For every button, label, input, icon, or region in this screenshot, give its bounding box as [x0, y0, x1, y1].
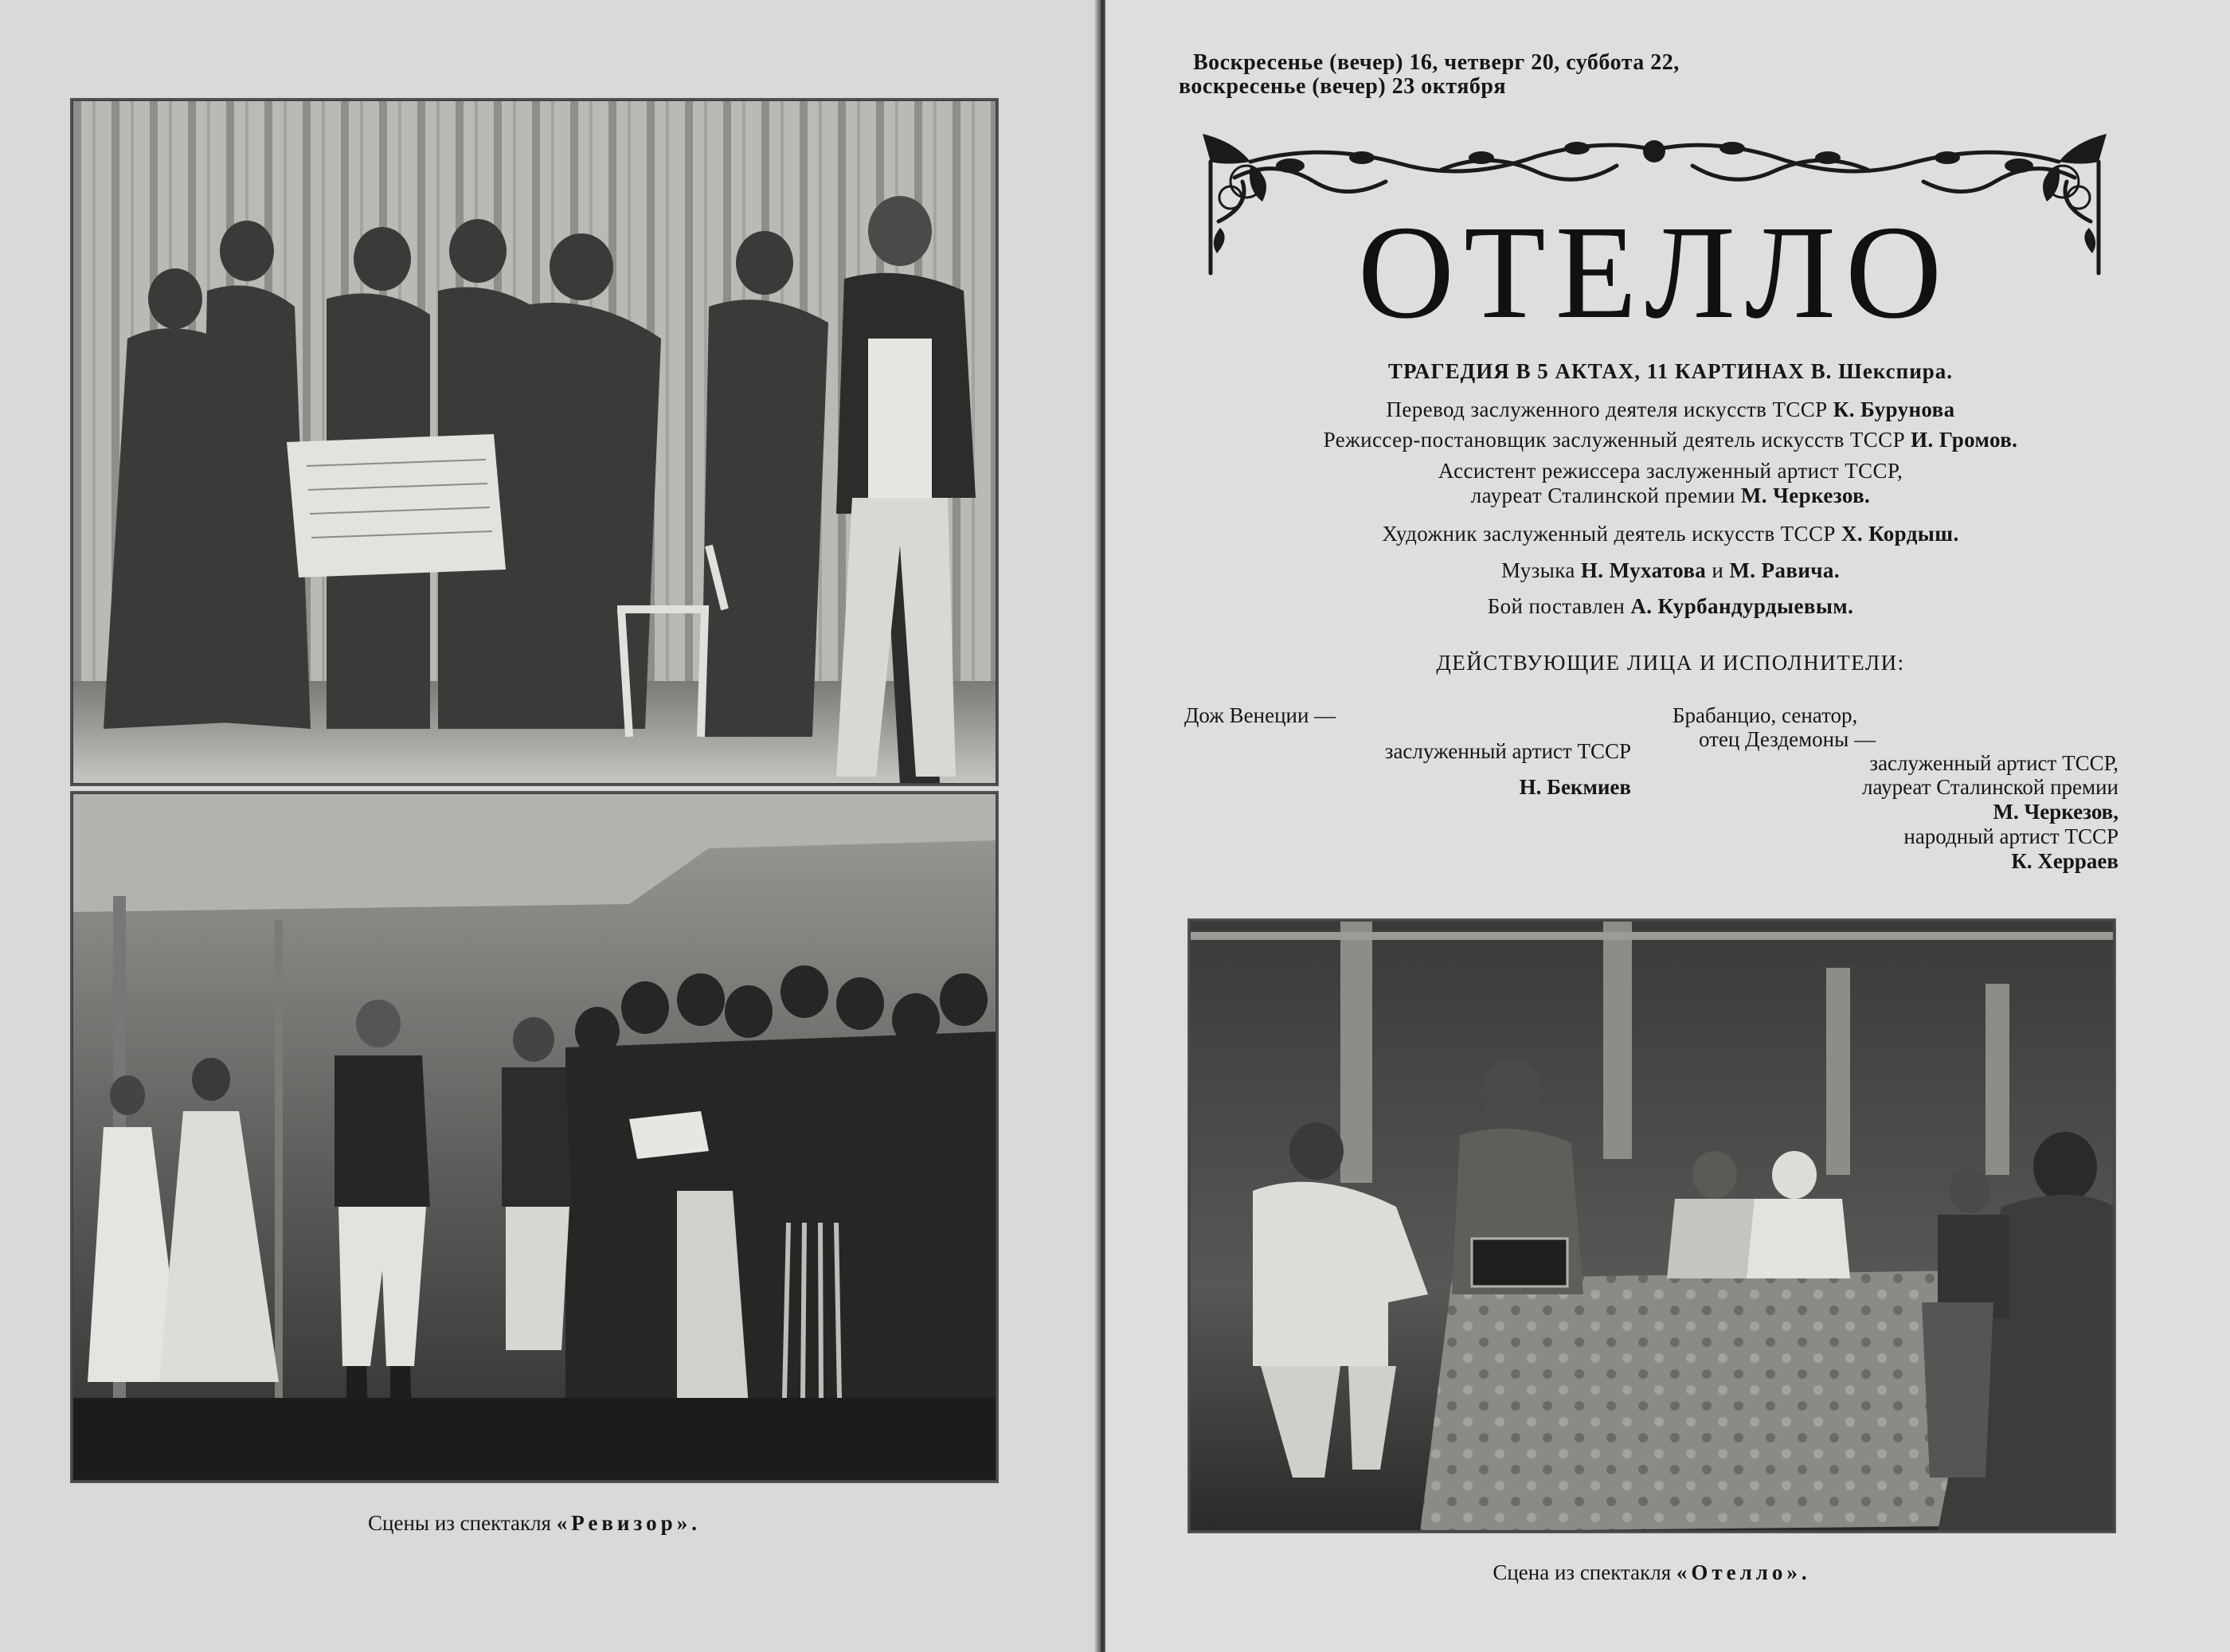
- cast-brabantio-title-2: лауреат Сталинской премии: [1862, 775, 2118, 799]
- othello-photo: [1189, 920, 2115, 1532]
- caption-prefix: Сцена из спектакля: [1493, 1560, 1672, 1584]
- performance-dates-line1: Воскресенье (вечер) 16, четверг 20, суббота 22,: [1193, 50, 1680, 75]
- cast-doge-character: Дож Венеции —: [1184, 703, 1336, 727]
- credit-designer: [1163, 523, 2178, 546]
- credit-music: [1163, 559, 2178, 583]
- cast-brabantio-actor-1: М. Черкезов,: [1993, 800, 2118, 824]
- cast-brabantio-character-1: Брабанцио, сенатор,: [1672, 703, 1858, 727]
- credit-name-2: М. Равича.: [1729, 558, 1840, 582]
- revizor-photo-top: [72, 100, 997, 785]
- credit-assistant-line1: [1163, 460, 2178, 483]
- credit-assistant-line2: [1163, 484, 2178, 508]
- credit-name: И. Громов.: [1911, 428, 2018, 452]
- credit-role: Музыка: [1501, 558, 1575, 582]
- credit-name: Х. Кордыш.: [1841, 522, 1959, 546]
- credit-translation: [1163, 398, 2178, 422]
- credit-role: Художник заслуженный деятель искусств ТССР: [1382, 522, 1836, 546]
- credit-fight: [1163, 595, 2178, 619]
- left-page: [0, 0, 1099, 1652]
- cast-doge-title: заслуженный артист ТССР: [1384, 739, 1631, 763]
- credit-director: [1163, 429, 2178, 452]
- cast-brabantio-title-1: заслуженный артист ТССР,: [1869, 751, 2118, 775]
- play-genre: ТРАГЕДИЯ В 5 АКТАХ, 11 КАРТИНАХ В. Шекспира.: [1387, 359, 1954, 383]
- credit-name: Н. Мухатова: [1580, 558, 1707, 582]
- cast-heading: ДЕЙСТВУЮЩИЕ ЛИЦА И ИСПОЛНИТЕЛИ:: [1436, 651, 1905, 675]
- cast-brabantio-title-3: народный артист ТССР: [1903, 824, 2118, 848]
- credit-name: А. Курбандурдыевым.: [1630, 594, 1854, 618]
- performance-dates-line2: воскресенье (вечер) 23 октября: [1179, 74, 1507, 99]
- caption-title: «Отелло».: [1676, 1560, 1811, 1584]
- credit-name: М. Черкезов.: [1740, 483, 1871, 507]
- caption-prefix: Сцены из спектакля: [368, 1511, 551, 1535]
- cast-doge-actor: Н. Бекмиев: [1519, 775, 1631, 799]
- credit-role: Ассистент режиссера заслуженный артист ТССР,: [1438, 459, 1903, 483]
- revizor-photo-bottom: [72, 793, 997, 1482]
- revizor-caption: [72, 1511, 997, 1536]
- credit-joiner: и: [1712, 558, 1724, 582]
- credit-name: К. Бурунова: [1833, 397, 1955, 421]
- caption-title: «Ревизор».: [556, 1511, 701, 1535]
- cast-brabantio-character-2: отец Дездемоны —: [1699, 727, 1876, 751]
- credit-role: Бой поставлен: [1487, 594, 1626, 618]
- credit-role: Перевод заслуженного деятеля искусств ТССР: [1386, 397, 1828, 421]
- othello-caption: [1189, 1560, 2115, 1585]
- play-title: ОТЕЛЛО: [1357, 198, 1952, 346]
- credit-role: лауреат Сталинской премии: [1470, 483, 1735, 507]
- cast-brabantio-actor-2: К. Херраев: [2011, 849, 2118, 873]
- credit-role: Режиссер-постановщик заслуженный деятель искусств ТССР: [1323, 428, 1905, 452]
